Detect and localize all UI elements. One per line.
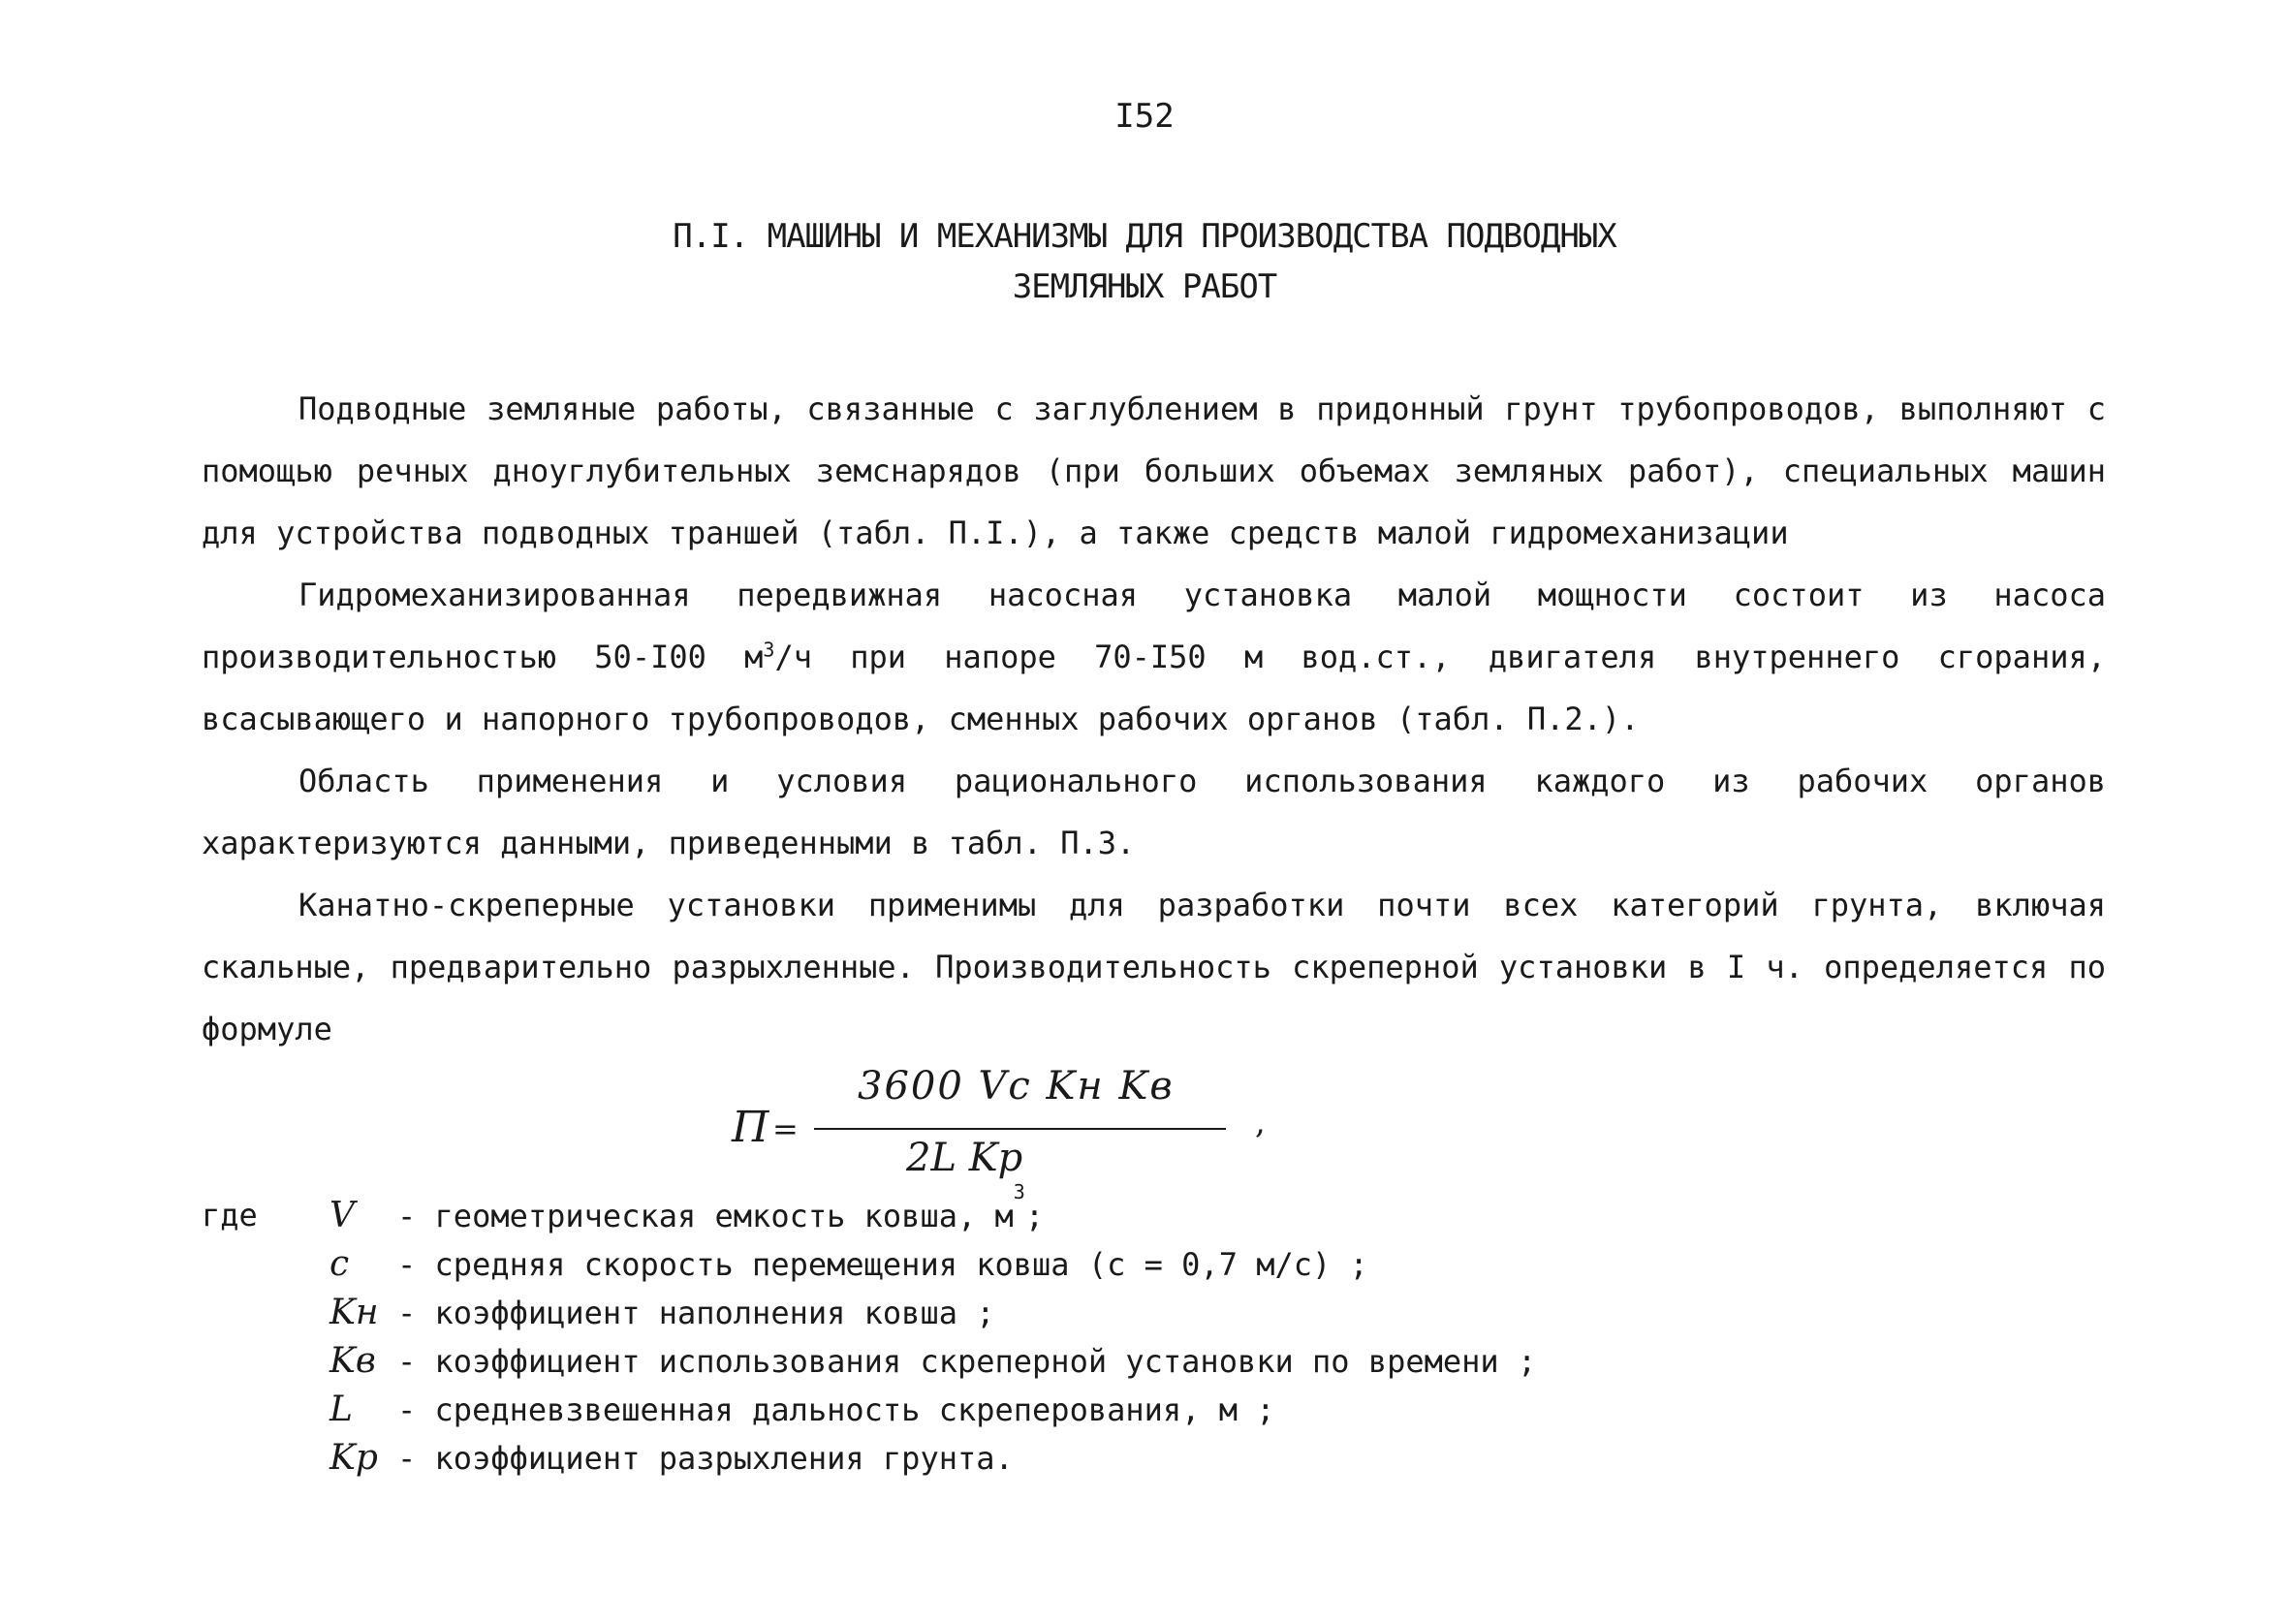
- legend-text: - геометрическая емкость ковша, м: [397, 1198, 1014, 1234]
- formula-lhs: П: [732, 1103, 769, 1152]
- section-title: [0, 211, 2289, 312]
- legend-symbol: Kр: [329, 1438, 378, 1478]
- legend-text: - средневзвешенная дальность скреперования, м ;: [397, 1391, 1275, 1428]
- productivity-formula: [732, 1064, 1274, 1200]
- page-number: I52: [1114, 97, 1175, 136]
- legend-row-c: [329, 1240, 1536, 1289]
- legend-text: - коэффициент наполнения ковша ;: [397, 1295, 995, 1331]
- where-label: где: [202, 1197, 258, 1234]
- formula-equals: =: [772, 1110, 799, 1147]
- formula-numerator: 3600 Vc Kн Kв: [858, 1064, 1175, 1109]
- legend-row-kv: [329, 1337, 1536, 1386]
- paragraph-scraper: Канатно-скреперные установки применимы для разработки почти всех категорий грунта, включая скальные, предварительно разрыхленные. Производительность скреперной установки в I ч. определяется по формуле: [202, 887, 2106, 1047]
- legend-row-kn: [329, 1289, 1536, 1337]
- legend-sup: 3: [1013, 1180, 1025, 1203]
- formula-comma: ,: [1255, 1103, 1266, 1141]
- formula-legend: [329, 1180, 1537, 1483]
- section-title-line-1: П.I. МАШИНЫ И МЕХАНИЗМЫ ДЛЯ ПРОИЗВОДСТВА ПОДВОДНЫХ: [673, 217, 1616, 256]
- section-title-line-2: ЗЕМЛЯНЫХ РАБОТ: [1012, 267, 1277, 306]
- legend-row-l: [329, 1386, 1536, 1434]
- body-text: [202, 378, 2106, 1060]
- formula-denominator: 2L Kр: [906, 1136, 1023, 1180]
- legend-text: - коэффициент использования скреперной установки по времени ;: [397, 1343, 1537, 1380]
- paragraph-application-area: Область применения и условия рационального использования каждого из рабочих органов характеризуются данными, приведенными в табл. П.3.: [202, 763, 2106, 861]
- legend-text: - коэффициент разрыхления грунта.: [397, 1440, 1014, 1477]
- paragraph-hydro-unit: [202, 564, 2106, 750]
- legend-symbol: c: [329, 1244, 350, 1284]
- formula-fraction-bar: [814, 1128, 1226, 1130]
- legend-row-kr: [329, 1434, 1536, 1483]
- hydro-text-1: Гидромеханизированная передвижная насосная установка малой мощности состоит из насоса производительностью 50-I00 м: [202, 577, 2106, 675]
- paragraph-underwater-works: Подводные земляные работы, связанные с заглублением в придонный грунт трубопроводов, выполняют с помощью речных дноуглубительных земснарядов (при больших объемах земляных работ), специальных машин для устройства подводных траншей (табл. П.I.), а также средств малой гидромеханизации: [202, 390, 2106, 551]
- legend-symbol: V: [329, 1196, 355, 1235]
- legend-row-v: [329, 1180, 1536, 1240]
- legend-symbol: Kн: [329, 1293, 379, 1332]
- legend-text: - средняя скорость перемещения ковша (с = 0,7 м/с) ;: [397, 1246, 1368, 1283]
- hydro-text-2: /ч при напоре 70-I50 м вод.ст., двигателя внутреннего сгорания, всасывающего и напорного трубопроводов, сменных рабочих органов (табл. П.2.).: [202, 639, 2107, 737]
- legend-symbol: Kв: [329, 1341, 376, 1381]
- legend-symbol: L: [329, 1390, 353, 1429]
- legend-tail: ;: [1024, 1198, 1045, 1234]
- hydro-sup: 3: [763, 638, 775, 662]
